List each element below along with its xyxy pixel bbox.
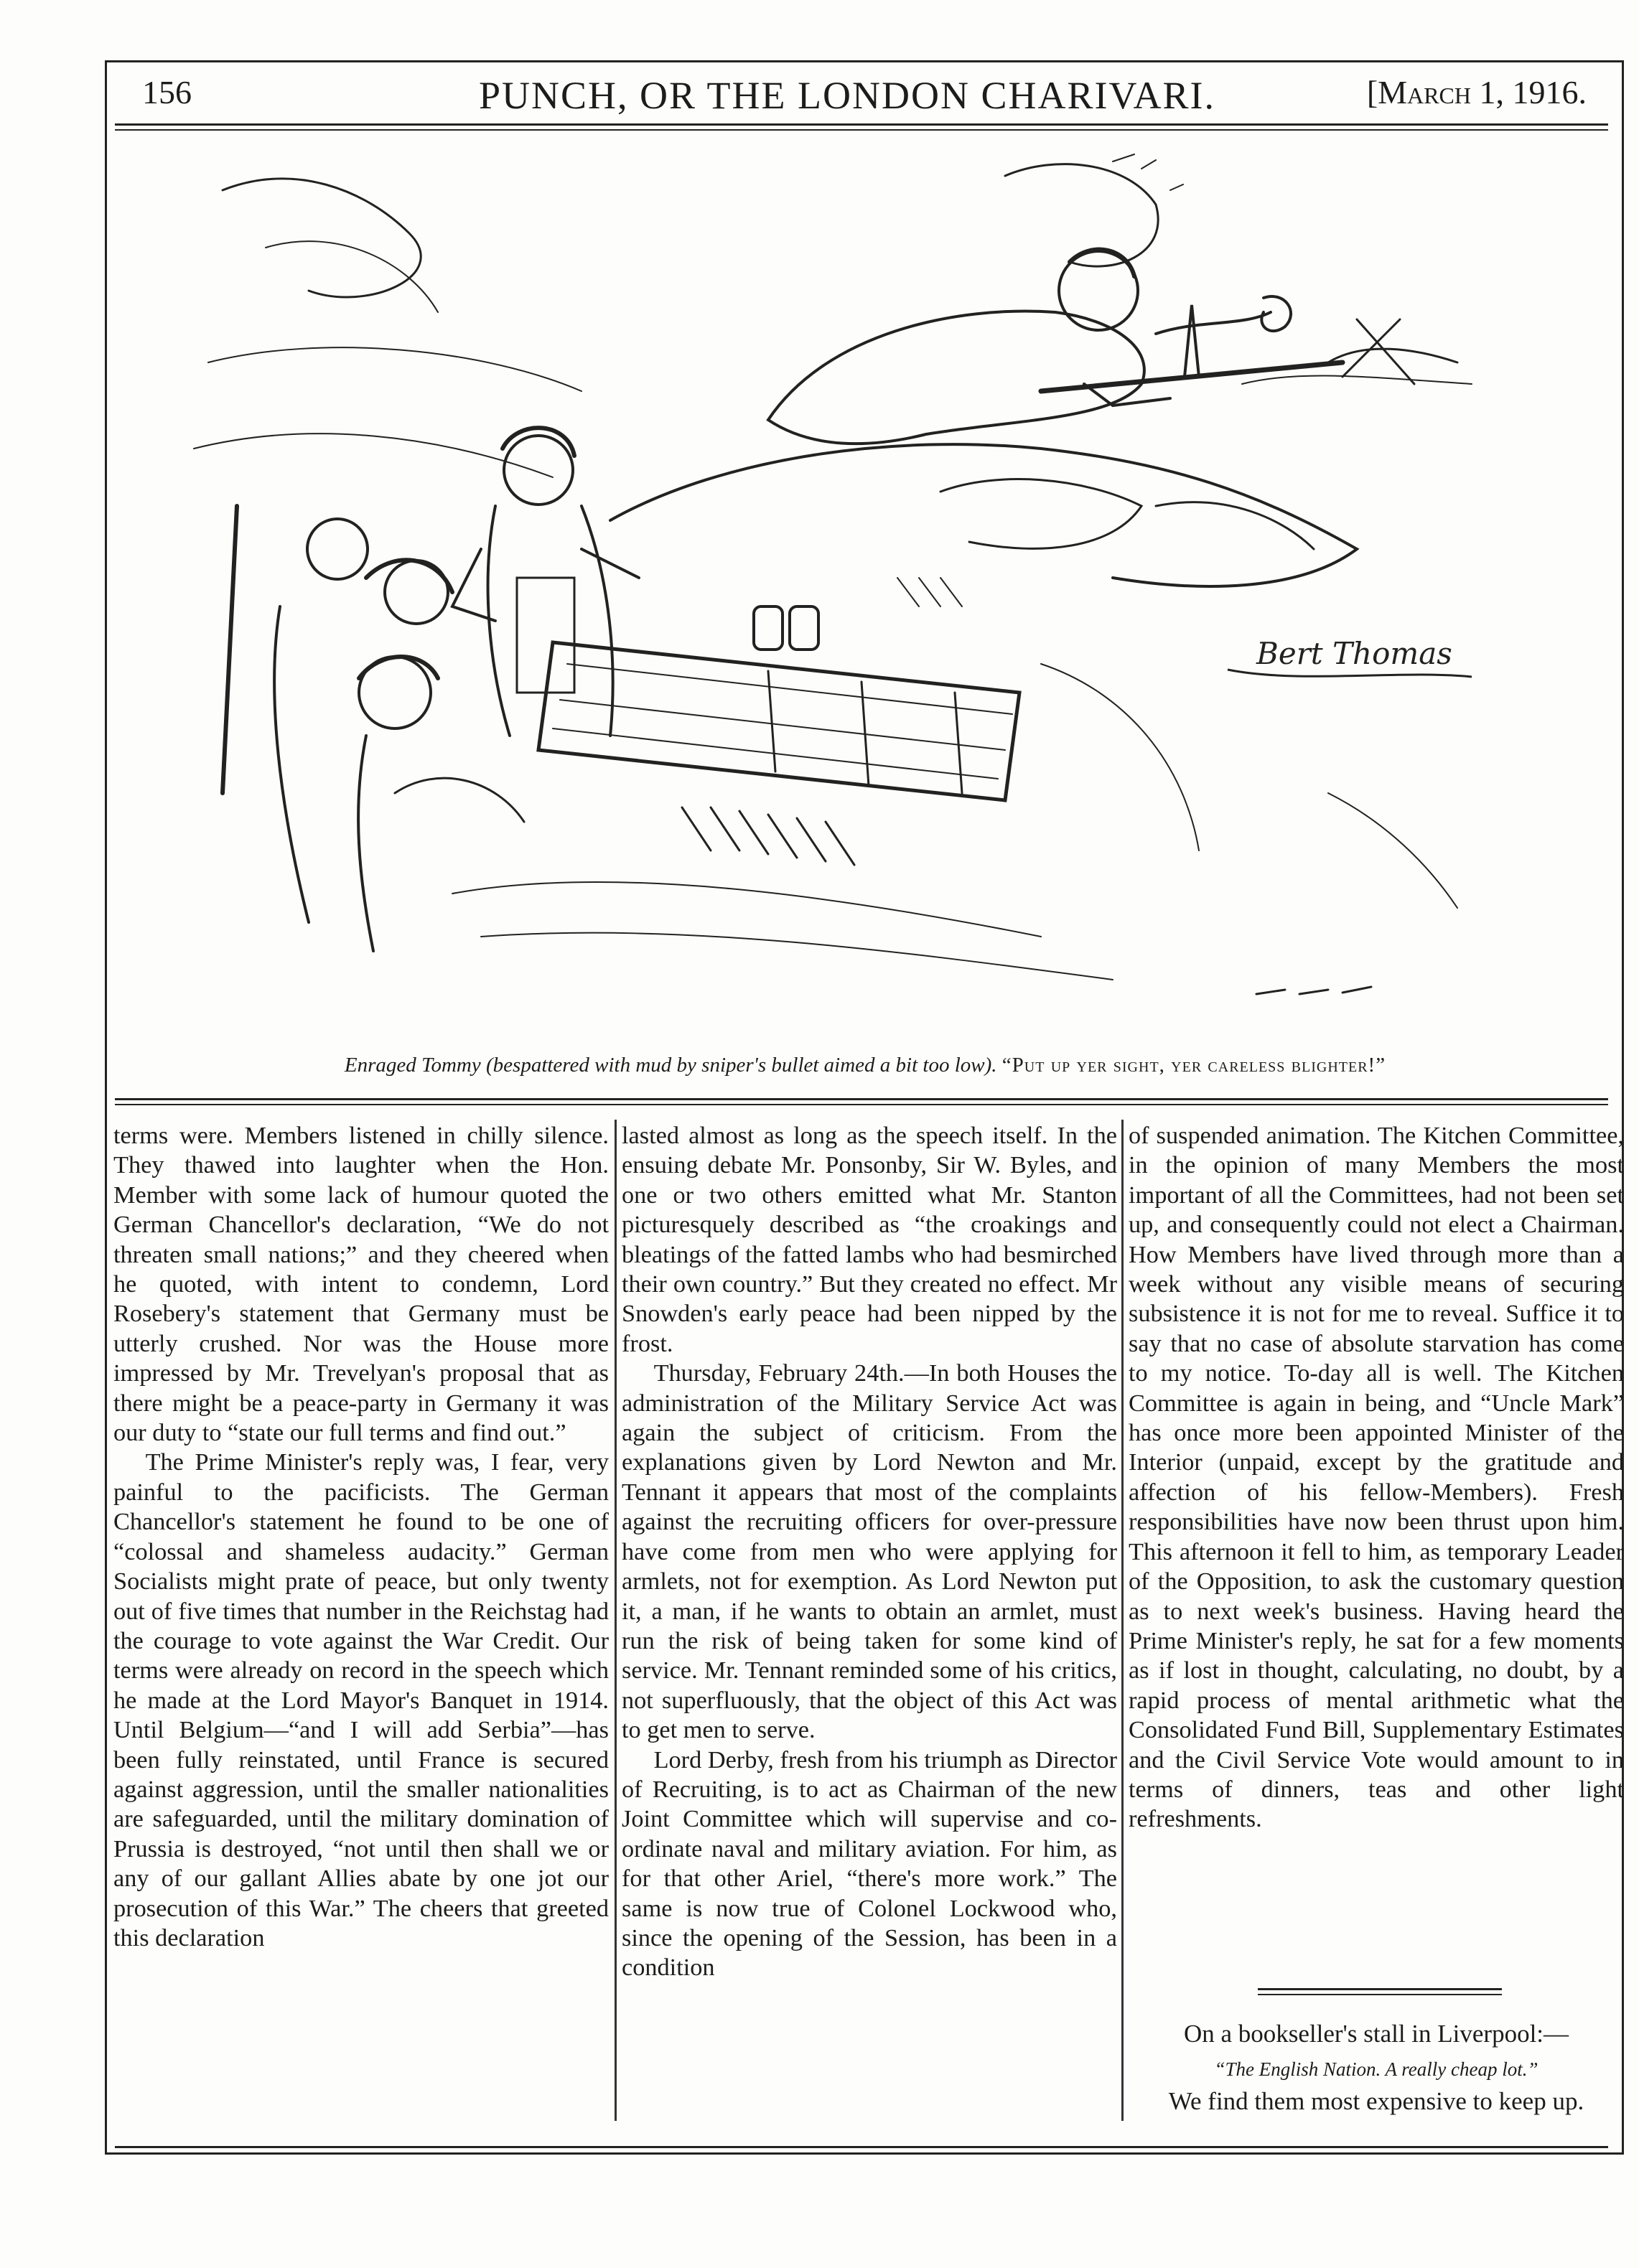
caption-quote: “Put up yer sight, yer careless blighter!”: [1001, 1054, 1386, 1077]
column-3-paragraph: of suspended animation. The Kitchen Committee, in the opinion of many Members the most important of all the Committees, had not been set up, and consequently could not elect a Chairman. How Members have lived through more than a week without any visible means of securing subsistence it is not for me to reveal. Suffice it to say that no case of absolute starvation has come to my notice. To-day all is well. The Kitchen Committee is again in being, and “Uncle Mark” has once more been appointed Minister of the Interior (unpaid, except by the gratitude and affection of his fellow-Members). Fresh responsibilities have now been thrust upon him. This afternoon it fell to him, as temporary Leader of the Opposition, to ask the customary question as to next week's business. Having heard the Prime Minister's reply, he sat for a few moments as if lost in thought, calculating, no doubt, by a rapid process of mental arithmetic what the Consolidated Fund Bill, Supplementary Estimates and the Civil Service Vote would amount to in terms of dinners, teas and other light refreshments.: [1129, 1122, 1624, 1833]
bookstall-intro: On a bookseller's stall in Liverpool:—: [1183, 2020, 1569, 2048]
publication-title: PUNCH, OR THE LONDON CHARIVARI.: [478, 74, 1216, 117]
column-2-paragraph: lasted almost as long as the speech itself. In the ensuing debate Mr. Ponsonby, Sir W. Byles, and one or two others emitted what Mr. Stanton picturesquely described as “the croakings and bleatings of the fatted lambs who had besmirched their own country.” But they created no effect. Mr Snowden's early peace had been nipped by the frost.: [622, 1122, 1117, 1357]
article-column-3: [1129, 1121, 1624, 2115]
column-1-paragraph: terms were. Members listened in chilly silence. They thawed into laughter when the Hon. Member with some lack of humour quoted the German Chancellor's declaration, “We do not threaten small nations;” and they cheered when he quoted, with intent to condemn, Lord Rosebery's statement that Germany must be utterly crushed. Nor was the House more impressed by Mr. Trevelyan's proposal that as there might be a peace-party in Germany it was our duty to “state our full terms and find out.”: [113, 1122, 609, 1447]
footer-rule: [115, 2146, 1608, 2148]
column-2-paragraph: Lord Derby, fresh from his triumph as Director of Recruiting, is to act as Chairman of the new Joint Committee which will supervise and co-ordinate naval and military aviation. For him, as for that other Ariel, “there's more work.” The same is now true of Colonel Lockwood who, since the opening of the Session, has been in a condition: [622, 1745, 1118, 1982]
column-2-paragraph: Thursday, February 24th.—In both Houses the administration of the Military Service Act was again the subject of criticism. From the explanations given by Lord Newton and Mr. Tennant it appears that most of the complaints against the recruiting officers for over-pressure have come from men who were applying for armlets, not for exemption. As Lord Newton put it, a man, if he wants to obtain an armlet, must run the risk of being taken for some kind of service. Mr. Tennant reminded some of his critics, not superfluously, that the object of this Act was to get men to serve.: [622, 1359, 1117, 1744]
section-divider-top: [1258, 1988, 1502, 1990]
article-column-2: [622, 1121, 1117, 2115]
page-number: 156: [142, 74, 192, 111]
bookstall-quote: [1129, 2058, 1624, 2081]
column-separator: [1121, 1120, 1124, 2121]
issue-date-text: [March 1, 1916.: [1366, 74, 1587, 111]
column-1-paragraph: The Prime Minister's reply was, I fear, very painful to the pacificists. The German Chancellor's statement he found to be one of “colossal and shameless audacity.” German Socialists might prate of peace, but only twenty out of five times that number in the Reichstag had the courage to vote against the War Credit. Our terms were already on record in the speech which he made at the Lord Mayor's Banquet in 1914. Until Belgium—“and I will add Serbia”—has been fully reinstated, until France is secured against aggression, until the smaller nationalities are safeguarded, until the military domination of Prussia is destroyed, “not until then shall we or any of our gallant Allies abate by one jot our prosecution of this War.” The cheers that greeted this declaration: [113, 1448, 609, 1951]
issue-date: [1285, 73, 1587, 111]
caption-rule-top: [115, 1098, 1608, 1100]
caption-description: Enraged Tommy (bespattered with mud by sniper's bullet aimed a bit too low).: [344, 1054, 997, 1077]
section-divider-bottom: [1258, 1994, 1502, 1995]
bookstall-quote-text: “The English Nation. A really cheap lot.”: [1214, 2058, 1538, 2080]
cartoon-caption: [136, 1054, 1594, 1077]
column-separator: [615, 1120, 617, 2121]
header-rule-bottom: [115, 129, 1608, 131]
trench-sketch: [179, 147, 1529, 1023]
caption-rule-bottom: [115, 1104, 1608, 1105]
cartoon-signature: Bert Thomas: [1256, 636, 1452, 671]
header-rule-top: [115, 123, 1608, 126]
article-column-1: [113, 1121, 609, 2115]
bookstall-punchline: We find them most expensive to keep up.: [1168, 2087, 1584, 2115]
cartoon-illustration: [179, 147, 1529, 1023]
